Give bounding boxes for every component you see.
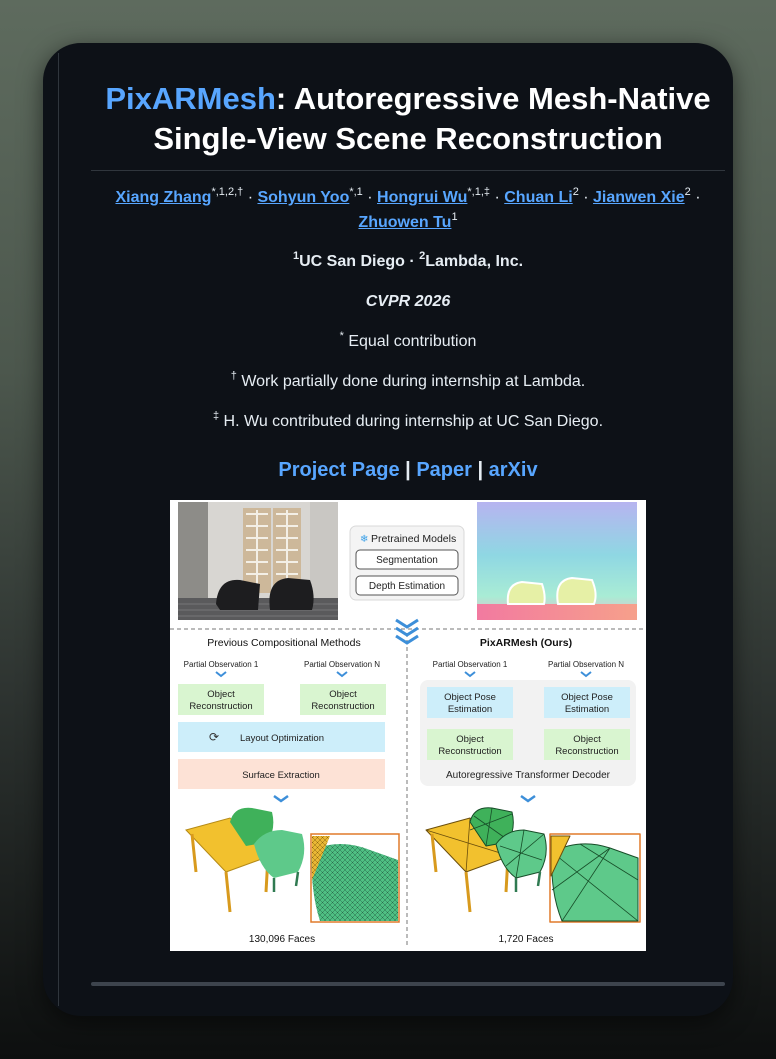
author-link-chuan-li[interactable]: Chuan Li [504,189,573,206]
snowflake-icon: ❄ [360,534,369,545]
right-pose-n-l1: Object Pose [561,692,613,703]
card-edge-line [58,53,59,1006]
chevron-down-icon [337,672,347,676]
project-page-link[interactable]: Project Page [278,459,400,481]
left-recon-n-l1: Object [329,689,357,700]
right-heading: PixARMesh (Ours) [479,637,573,649]
author-superscript: 2 [572,185,579,198]
right-obs-1: Partial Observation 1 [432,660,508,669]
links-row [91,459,725,482]
author-separator: · [578,189,594,206]
surface-extraction-label: Surface Extraction [242,770,320,781]
author-superscript: 1 [451,210,458,223]
author-separator: · [362,189,378,206]
note-internship-lambda [91,369,725,392]
title-rest: : Autoregressive Mesh-Native Single-View Scene Reconstruction [153,81,711,156]
input-photo [178,502,338,620]
chevron-down-icon [396,620,418,643]
author-link-sohyun-yoo[interactable]: Sohyun Yoo [257,189,350,206]
chevron-down-icon [581,672,591,676]
left-recon-1-l2: Reconstruction [189,701,253,712]
author-list [91,185,725,235]
title-divider [91,170,725,171]
note-text: H. Wu contributed during internship at UC San Diego. [219,413,604,430]
note-text: Work partially done during internship at Lambda. [236,373,586,390]
right-pose-1-l1: Object Pose [444,692,496,703]
left-mesh-render [186,808,399,922]
note-text: Equal contribution [343,333,477,350]
affiliation-superscript: 1 [292,249,300,262]
author-superscript: 2 [684,185,691,198]
pretrained-label: Pretrained Models [371,533,457,545]
segmentation-label: Segmentation [376,555,438,566]
chevron-down-icon [274,796,288,801]
author-separator: · [690,189,701,206]
decoder-label: Autoregressive Transformer Decoder [446,770,610,781]
affiliation-superscript: 2 [419,249,426,262]
link-separator: | [477,459,484,481]
teaser-figure [170,500,646,951]
paper-link[interactable]: Paper [416,459,472,481]
bottom-divider [91,982,725,986]
affiliation-lambda: Lambda, Inc. [425,253,524,270]
left-obs-1: Partial Observation 1 [183,660,259,669]
author-superscript: *,1,2,† [211,185,244,198]
affiliation-ucsd: UC San Diego [299,253,405,270]
right-recon-1-l2: Reconstruction [438,746,502,757]
link-separator: | [405,459,411,481]
left-faces-count: 130,096 Faces [248,934,316,945]
depth-estimation-label: Depth Estimation [368,581,446,592]
affiliations [91,249,725,272]
author-link-zhuowen-tu[interactable]: Zhuowen Tu [358,214,452,231]
page-title [91,79,725,159]
depth-map [477,502,637,620]
affiliation-separator: · [404,253,420,270]
right-mesh-render [426,808,640,922]
right-recon-n-l1: Object [573,734,601,745]
note-equal-contribution [91,329,725,352]
author-link-xiang-zhang[interactable]: Xiang Zhang [115,189,212,206]
right-recon-n-l2: Reconstruction [555,746,619,757]
note-mark: ‡ [212,409,220,422]
right-pose-n-l2: Estimation [564,704,610,715]
left-heading: Previous Compositional Methods [207,637,361,649]
arxiv-link[interactable]: arXiv [488,459,538,481]
left-obs-n: Partial Observation N [303,660,381,669]
right-recon-1-l1: Object [456,734,484,745]
right-pose-1-l2: Estimation [447,704,493,715]
right-obs-n: Partial Observation N [547,660,625,669]
author-link-jianwen-xie[interactable]: Jianwen Xie [593,189,685,206]
author-separator: · [243,189,258,206]
author-link-hongrui-wu[interactable]: Hongrui Wu [377,189,468,206]
venue: CVPR 2026 [365,293,451,310]
chevron-down-icon [521,796,535,801]
note-mark: † [230,369,237,382]
layout-optimization-label: Layout Optimization [240,733,324,744]
pretrained-models-box [350,526,464,600]
author-superscript: *,1,‡ [467,185,491,198]
left-recon-1-l1: Object [207,689,235,700]
right-faces-count: 1,720 Faces [498,934,554,945]
author-separator: · [490,189,505,206]
note-internship-ucsd [91,409,725,432]
note-mark: * [339,329,344,342]
chevron-down-icon [465,672,475,676]
chevron-down-icon [216,672,226,676]
refresh-icon: ⟳ [208,730,220,744]
left-recon-n-l2: Reconstruction [311,701,375,712]
title-brand: PixARMesh [105,81,276,116]
author-superscript: *,1 [349,185,363,198]
readme-card [43,43,733,1016]
